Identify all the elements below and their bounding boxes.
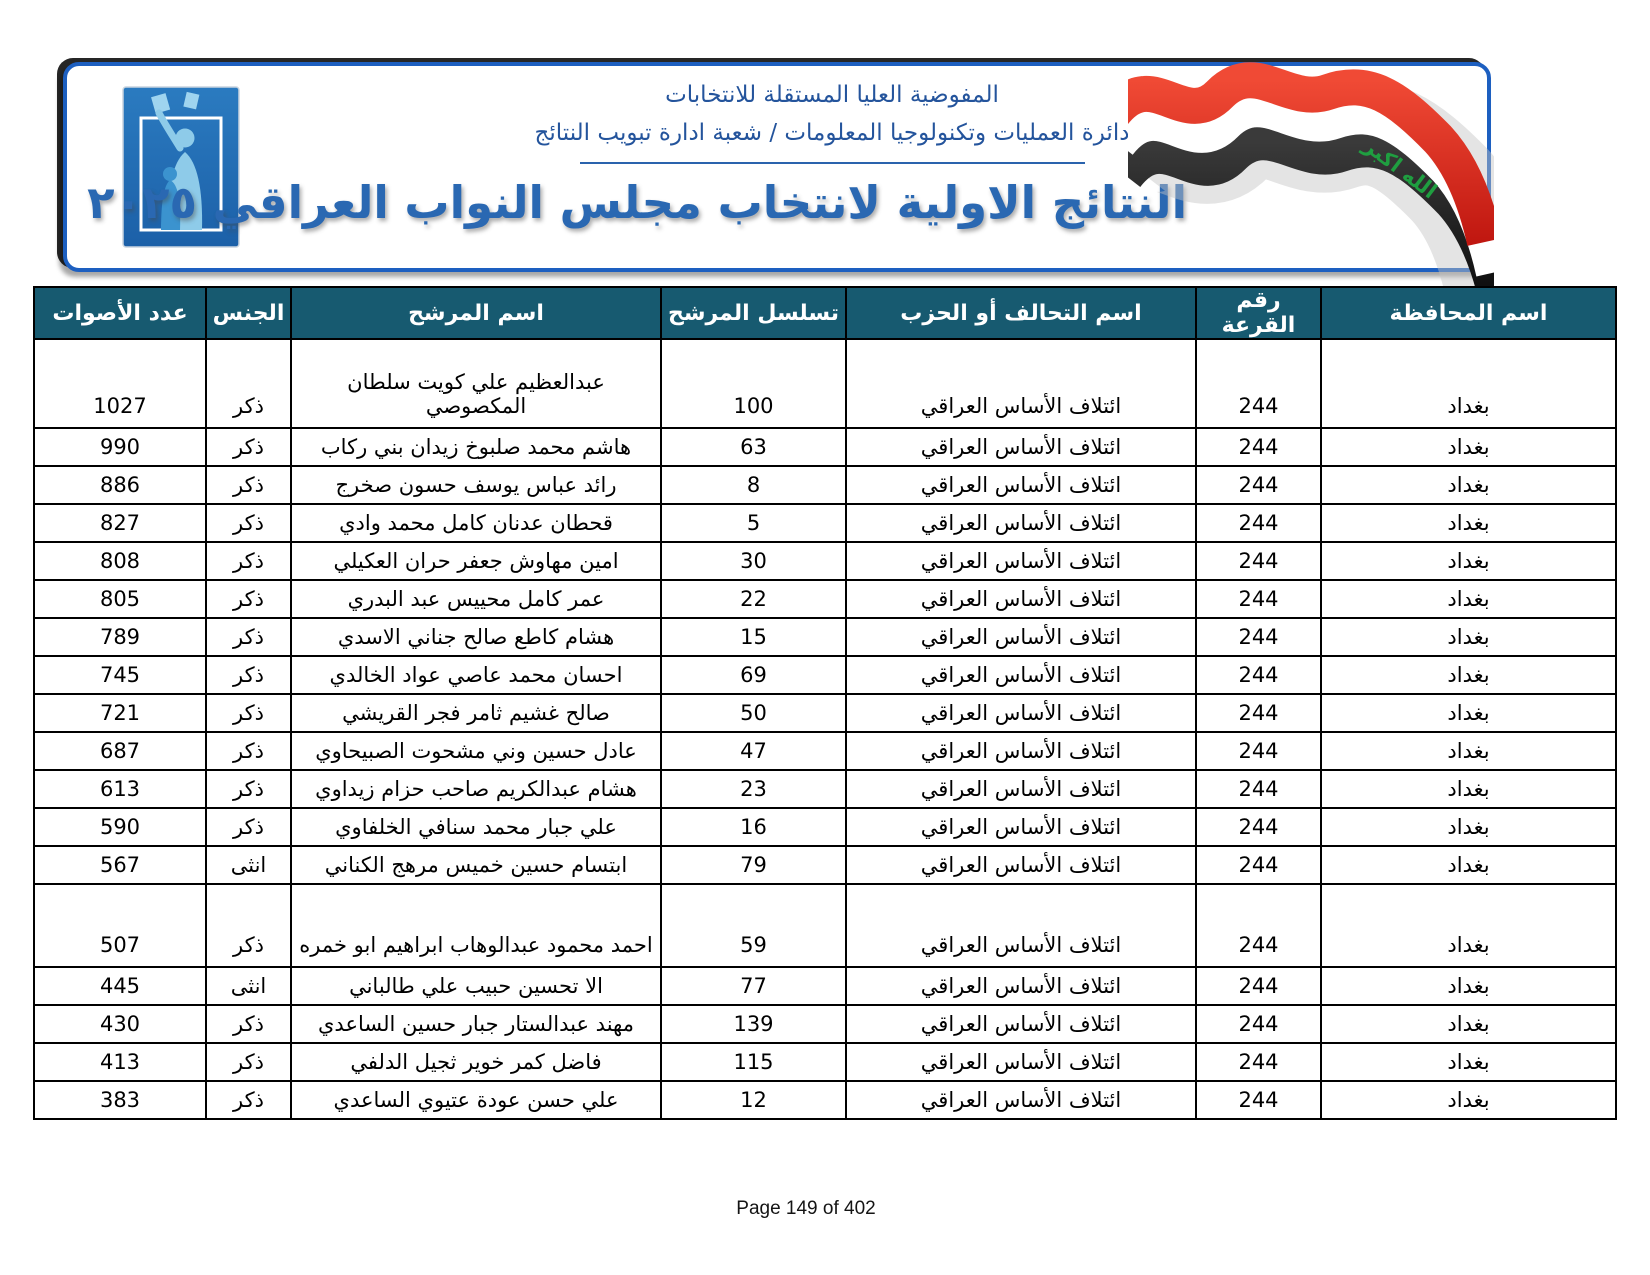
cell-lottery_number: 244 [1196, 504, 1321, 542]
cell-lottery_number: 244 [1196, 1081, 1321, 1119]
cell-lottery_number: 244 [1196, 808, 1321, 846]
col-header-gender: الجنس [206, 287, 291, 339]
cell-coalition: ائتلاف الأساس العراقي [846, 656, 1196, 694]
table-row [34, 618, 1616, 656]
table-row [34, 884, 1616, 967]
table-row [34, 542, 1616, 580]
cell-lottery_number: 244 [1196, 1043, 1321, 1081]
col-header-candidate: اسم المرشح [291, 287, 661, 339]
cell-votes: 990 [34, 428, 206, 466]
col-header-coalition: اسم التحالف أو الحزب [846, 287, 1196, 339]
table-row [34, 694, 1616, 732]
cell-candidate: هاشم محمد صلبوخ زيدان بني ركاب [291, 428, 661, 466]
cell-gender: ذكر [206, 1081, 291, 1119]
cell-candidate: علي حسن عودة عتيوي الساعدي [291, 1081, 661, 1119]
table-row [34, 732, 1616, 770]
col-header-governorate: اسم المحافظة [1321, 287, 1616, 339]
header-row [34, 287, 1616, 339]
cell-gender: ذكر [206, 1005, 291, 1043]
cell-sequence: 23 [661, 770, 846, 808]
department-name: دائرة العمليات وتكنولوجيا المعلومات / شعبة ادارة تبويب النتائج [534, 120, 1130, 146]
cell-votes: 590 [34, 808, 206, 846]
cell-coalition: ائتلاف الأساس العراقي [846, 732, 1196, 770]
table-row [34, 580, 1616, 618]
cell-gender: ذكر [206, 770, 291, 808]
cell-votes: 430 [34, 1005, 206, 1043]
cell-votes: 808 [34, 542, 206, 580]
cell-governorate: بغداد [1321, 1005, 1616, 1043]
cell-candidate: هشام كاطع صالح جناني الاسدي [291, 618, 661, 656]
cell-gender: ذكر [206, 428, 291, 466]
cell-gender: ذكر [206, 884, 291, 967]
cell-governorate: بغداد [1321, 466, 1616, 504]
cell-candidate: علي جبار محمد سنافي الخلفاوي [291, 808, 661, 846]
cell-gender: انثى [206, 967, 291, 1005]
table-row [34, 967, 1616, 1005]
cell-governorate: بغداد [1321, 1081, 1616, 1119]
cell-sequence: 50 [661, 694, 846, 732]
cell-coalition: ائتلاف الأساس العراقي [846, 770, 1196, 808]
banner-text-block [87, 80, 1187, 229]
results-table [33, 286, 1617, 1120]
cell-gender: ذكر [206, 656, 291, 694]
cell-governorate: بغداد [1321, 846, 1616, 884]
cell-lottery_number: 244 [1196, 428, 1321, 466]
cell-lottery_number: 244 [1196, 967, 1321, 1005]
table-row [34, 1005, 1616, 1043]
table-row [34, 466, 1616, 504]
cell-governorate: بغداد [1321, 967, 1616, 1005]
cell-votes: 507 [34, 884, 206, 967]
cell-coalition: ائتلاف الأساس العراقي [846, 694, 1196, 732]
cell-sequence: 79 [661, 846, 846, 884]
cell-coalition: ائتلاف الأساس العراقي [846, 580, 1196, 618]
results-table-body [34, 339, 1616, 1119]
col-header-votes: عدد الأصوات [34, 287, 206, 339]
col-header-lottery_number: رقم القرعة [1196, 287, 1321, 339]
cell-lottery_number: 244 [1196, 1005, 1321, 1043]
cell-coalition: ائتلاف الأساس العراقي [846, 618, 1196, 656]
cell-votes: 383 [34, 1081, 206, 1119]
cell-candidate: امين مهاوش جعفر حران العكيلي [291, 542, 661, 580]
cell-sequence: 8 [661, 466, 846, 504]
table-row [34, 808, 1616, 846]
cell-votes: 413 [34, 1043, 206, 1081]
cell-governorate: بغداد [1321, 694, 1616, 732]
cell-votes: 745 [34, 656, 206, 694]
cell-lottery_number: 244 [1196, 694, 1321, 732]
cell-governorate: بغداد [1321, 542, 1616, 580]
cell-votes: 827 [34, 504, 206, 542]
header-banner [63, 62, 1491, 272]
cell-gender: ذكر [206, 504, 291, 542]
cell-lottery_number: 244 [1196, 618, 1321, 656]
cell-candidate: عادل حسين وني مشحوت الصبيحاوي [291, 732, 661, 770]
table-row [34, 846, 1616, 884]
table-row [34, 656, 1616, 694]
banner-divider [580, 162, 1085, 164]
cell-sequence: 5 [661, 504, 846, 542]
cell-sequence: 139 [661, 1005, 846, 1043]
cell-votes: 805 [34, 580, 206, 618]
cell-gender: ذكر [206, 694, 291, 732]
cell-sequence: 115 [661, 1043, 846, 1081]
table-row [34, 339, 1616, 428]
cell-votes: 789 [34, 618, 206, 656]
cell-gender: ذكر [206, 808, 291, 846]
cell-candidate: عمر كامل محييس عبد البدري [291, 580, 661, 618]
cell-coalition: ائتلاف الأساس العراقي [846, 808, 1196, 846]
cell-governorate: بغداد [1321, 808, 1616, 846]
cell-coalition: ائتلاف الأساس العراقي [846, 884, 1196, 967]
cell-governorate: بغداد [1321, 580, 1616, 618]
cell-candidate: هشام عبدالكريم صاحب حزام زيداوي [291, 770, 661, 808]
cell-gender: ذكر [206, 618, 291, 656]
cell-votes: 613 [34, 770, 206, 808]
cell-sequence: 30 [661, 542, 846, 580]
table-row [34, 504, 1616, 542]
col-header-sequence: تسلسل المرشح [661, 287, 846, 339]
cell-sequence: 59 [661, 884, 846, 967]
table-row [34, 1043, 1616, 1081]
cell-coalition: ائتلاف الأساس العراقي [846, 846, 1196, 884]
cell-governorate: بغداد [1321, 618, 1616, 656]
cell-coalition: ائتلاف الأساس العراقي [846, 1043, 1196, 1081]
page-title: النتائج الاولية لانتخاب مجلس النواب العراقي ٢٠٢٥ [87, 176, 1187, 229]
table-row [34, 770, 1616, 808]
table-row [34, 428, 1616, 466]
cell-candidate: احسان محمد عاصي عواد الخالدي [291, 656, 661, 694]
cell-sequence: 16 [661, 808, 846, 846]
cell-gender: ذكر [206, 580, 291, 618]
cell-lottery_number: 244 [1196, 542, 1321, 580]
cell-sequence: 15 [661, 618, 846, 656]
cell-candidate: رائد عباس يوسف حسون صخرج [291, 466, 661, 504]
cell-governorate: بغداد [1321, 656, 1616, 694]
table-row [34, 1081, 1616, 1119]
cell-coalition: ائتلاف الأساس العراقي [846, 339, 1196, 428]
cell-votes: 567 [34, 846, 206, 884]
cell-lottery_number: 244 [1196, 846, 1321, 884]
cell-votes: 445 [34, 967, 206, 1005]
cell-votes: 687 [34, 732, 206, 770]
cell-sequence: 100 [661, 339, 846, 428]
cell-candidate: مهند عبدالستار جبار حسين الساعدي [291, 1005, 661, 1043]
cell-lottery_number: 244 [1196, 339, 1321, 428]
cell-gender: ذكر [206, 466, 291, 504]
cell-coalition: ائتلاف الأساس العراقي [846, 542, 1196, 580]
cell-votes: 886 [34, 466, 206, 504]
cell-lottery_number: 244 [1196, 580, 1321, 618]
cell-coalition: ائتلاف الأساس العراقي [846, 1081, 1196, 1119]
cell-gender: ذكر [206, 1043, 291, 1081]
cell-candidate: احمد محمود عبدالوهاب ابراهيم ابو خمره [291, 884, 661, 967]
cell-gender: انثى [206, 846, 291, 884]
cell-governorate: بغداد [1321, 504, 1616, 542]
page-number: Page 149 of 402 [736, 1198, 876, 1219]
cell-sequence: 47 [661, 732, 846, 770]
results-table-header [34, 287, 1616, 339]
cell-sequence: 77 [661, 967, 846, 1005]
cell-coalition: ائتلاف الأساس العراقي [846, 504, 1196, 542]
cell-coalition: ائتلاف الأساس العراقي [846, 428, 1196, 466]
flag-takbir-text: الله اكبر [1359, 133, 1442, 204]
cell-candidate: عبدالعظيم علي كويت سلطان المكصوصي [291, 339, 661, 428]
cell-gender: ذكر [206, 542, 291, 580]
cell-sequence: 12 [661, 1081, 846, 1119]
cell-governorate: بغداد [1321, 884, 1616, 967]
cell-sequence: 69 [661, 656, 846, 694]
cell-candidate: صالح غشيم ثامر فجر القريشي [291, 694, 661, 732]
cell-sequence: 63 [661, 428, 846, 466]
cell-governorate: بغداد [1321, 732, 1616, 770]
cell-candidate: فاضل كمر خوير ثجيل الدلفي [291, 1043, 661, 1081]
cell-coalition: ائتلاف الأساس العراقي [846, 1005, 1196, 1043]
cell-lottery_number: 244 [1196, 732, 1321, 770]
cell-lottery_number: 244 [1196, 656, 1321, 694]
cell-lottery_number: 244 [1196, 466, 1321, 504]
cell-coalition: ائتلاف الأساس العراقي [846, 967, 1196, 1005]
cell-governorate: بغداد [1321, 1043, 1616, 1081]
cell-lottery_number: 244 [1196, 884, 1321, 967]
cell-gender: ذكر [206, 339, 291, 428]
commission-name: المفوضية العليا المستقلة للانتخابات [665, 82, 999, 108]
cell-lottery_number: 244 [1196, 770, 1321, 808]
cell-candidate: الا تحسين حبيب علي طالباني [291, 967, 661, 1005]
cell-gender: ذكر [206, 732, 291, 770]
cell-governorate: بغداد [1321, 428, 1616, 466]
cell-candidate: قحطان عدنان كامل محمد وادي [291, 504, 661, 542]
cell-votes: 1027 [34, 339, 206, 428]
cell-votes: 721 [34, 694, 206, 732]
cell-candidate: ابتسام حسين خميس مرهج الكناني [291, 846, 661, 884]
cell-coalition: ائتلاف الأساس العراقي [846, 466, 1196, 504]
cell-governorate: بغداد [1321, 770, 1616, 808]
cell-sequence: 22 [661, 580, 846, 618]
cell-governorate: بغداد [1321, 339, 1616, 428]
